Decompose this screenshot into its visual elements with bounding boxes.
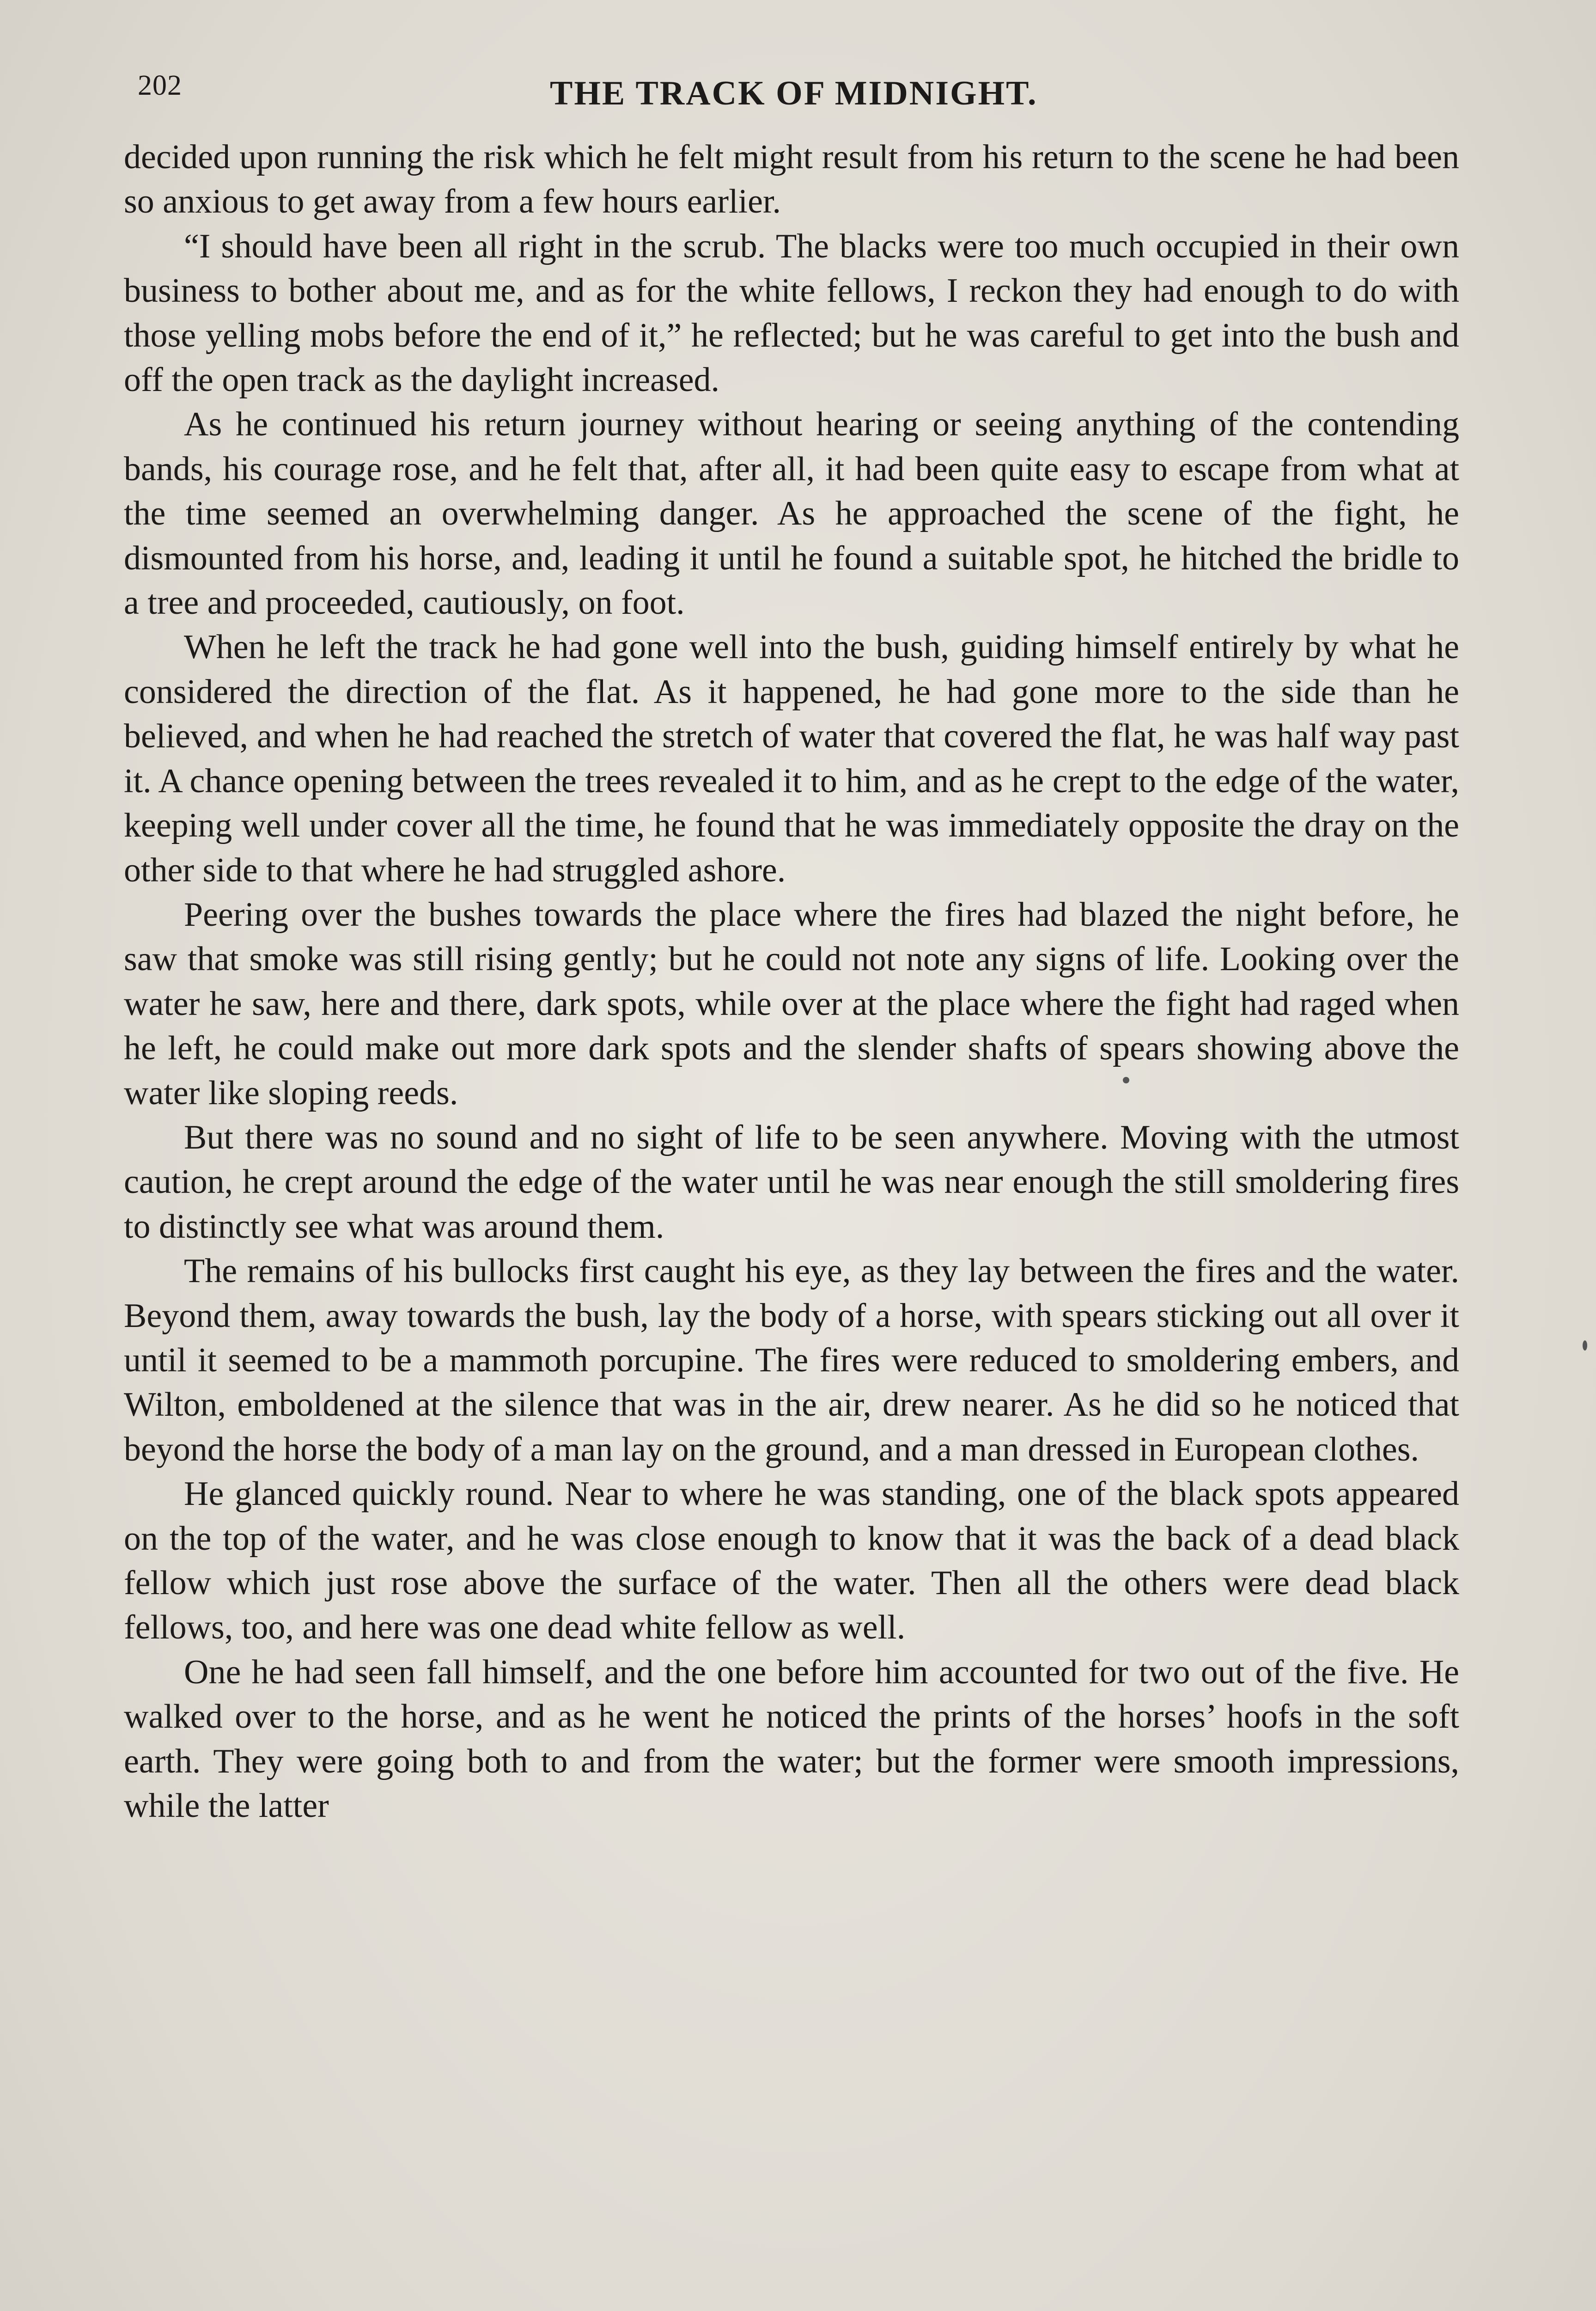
paragraph-9: One he had seen fall himself, and the one before him accounted for two out of the five. He walked over to the horse, and as he went he noticed the prints of the horses’ hoofs in the soft earth. They were going both to and from the water; but the former were smooth impressions, while the latter	[124, 1653, 1459, 1825]
print-speck	[1583, 1340, 1587, 1351]
page-number: 202	[138, 70, 182, 101]
paragraph-4: When he left the track he had gone well into the bush, guiding himself entirely by what he considered the direction of the flat. As it happened, he had gone more to the side than he believed, and when he had reached the stretch of water that covered the flat, he was half way past it. A chance opening between the trees revealed it to him, and as he crept to the edge of the water, keeping well under cover all the time, he found that he was immediately opposite the dray on the other side to that where he had struggled ashore.	[124, 628, 1459, 889]
paragraph-6: But there was no sound and no sight of life to be seen anywhere. Moving with the utmost caution, he crept around the edge of the water until he was near enough the still smoldering fires to distinctly see what was around them.	[124, 1118, 1459, 1246]
paragraph-8: He glanced quickly round. Near to where he was standing, one of the black spots appeared on the top of the water, and he was close enough to know that it was the back of a dead black fellow which just rose above the surface of the water. Then all the others were dead black fellows, too, and here was one dead white fellow as well.	[124, 1475, 1459, 1647]
paragraph-3: As he continued his return journey without hearing or seeing anything of the contending bands, his courage rose, and he felt that, after all, it had been quite easy to escape from what at the time seemed an overwhelming danger. As he approached the scene of the fight, he dismounted from his horse, and, leading it until he found a suitable spot, he hitched the bridle to a tree and proceeded, cautiously, on foot.	[124, 405, 1459, 622]
paragraph-2: “I should have been all right in the scrub. The blacks were too much occupied in their own business to bother about me, and as for the white fellows, I reckon they had enough to do with those yelling mobs before the end of it,” he reflected; but he was careful to get into the bush and off the open track as the daylight increased.	[124, 227, 1459, 399]
paragraph-5: Peering over the bushes towards the place where the fires had blazed the night before, he saw that smoke was still rising gently; but he could not note any signs of life. Looking over the water he saw, here and there, dark spots, while over at the place where the fight had raged when he left, he could make out more dark spots and the slender shafts of spears showing above the water like sloping reeds.	[124, 895, 1459, 1112]
running-head-title: THE TRACK OF MIDNIGHT.	[550, 74, 1038, 112]
print-speck	[1123, 1077, 1129, 1083]
paragraph-7: The remains of his bullocks first caught his eye, as they lay between the fires and the water. Beyond them, away towards the bush, lay the body of a horse, with spears sticking out all over it until it seemed to be a mammoth porcupine. The fires were reduced to smoldering embers, and Wilton, emboldened at the silence that was in the air, drew nearer. As he did so he noticed that beyond the horse the body of a man lay on the ground, and a man dressed in European clothes.	[124, 1252, 1459, 1468]
paragraph-1: decided upon running the risk which he felt might result from his return to the scene he had been so anxious to get away from a few hours earlier.	[124, 138, 1459, 221]
body-text	[124, 135, 1459, 1828]
